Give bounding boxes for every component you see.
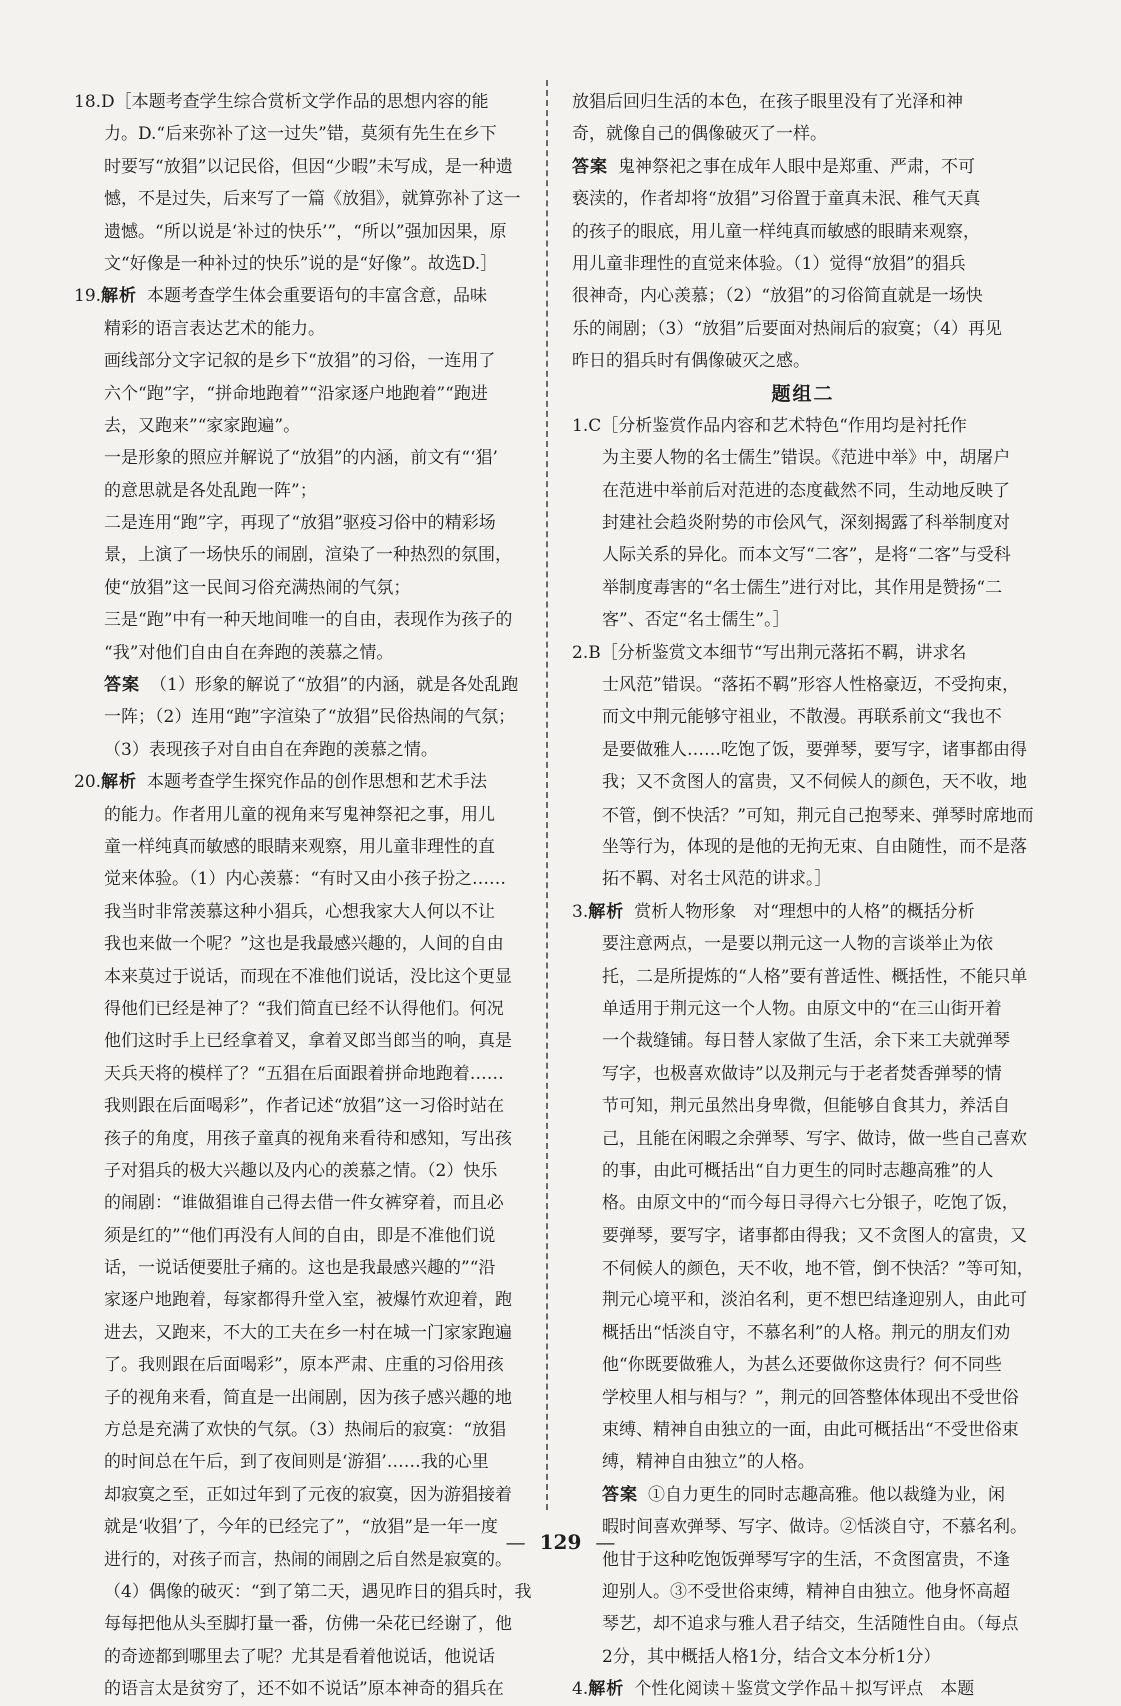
text-line xyxy=(74,1414,538,1446)
line-text: 使“放猖”这一民间习俗充满热闹的气氛； xyxy=(104,577,411,598)
line-text: 他们这时手上已经拿着叉，拿着叉郎当郎当的响，真是 xyxy=(104,1031,512,1052)
line-text: 不管，倒不快活？”可知，荆元自己抱琴来、弹琴时席地而 xyxy=(602,804,1034,825)
line-text: 士风范”错误。“落拓不羁”形容人性格豪迈，不受拘束， xyxy=(602,675,1020,696)
page-number-dash-left: — xyxy=(505,1530,526,1554)
line-text: 要弹琴，要写字，诸事都由得我；又不贪图人的富贵，又 xyxy=(602,1225,1027,1246)
line-text: 的时间总在午后，到了夜间则是‘游猖’……我的心里 xyxy=(104,1452,489,1473)
line-text: 精彩的语言表达艺术的能力。 xyxy=(104,318,325,339)
line-text: 我；又不贪图人的富贵，又不伺候人的颜色，天不收，地 xyxy=(602,772,1027,793)
line-text: （1）形象的解说了“放猖”的内涵，就是各处乱跑 xyxy=(150,675,519,696)
text-line xyxy=(74,896,538,928)
label-bold: 答案 xyxy=(104,675,140,696)
line-text: 景，上演了一场快乐的闹剧，渲染了一种热烈的氛围， xyxy=(104,545,512,566)
line-text: 赏析人物形象 对“理想中的人格”的概括分析 xyxy=(634,901,975,922)
line-text: 束缚、精神自由独立的一面，由此可概括出“不受世俗束 xyxy=(602,1420,1019,1441)
line-text: 文“好像是一种补过的快乐”说的是“好像”。故选D.］ xyxy=(104,253,498,274)
text-line xyxy=(572,734,1034,766)
line-text: （4）偶像的破灭：“到了第二天，遇见昨日的猖兵时，我 xyxy=(104,1581,532,1602)
page-number xyxy=(0,1530,1121,1554)
line-text: 人际关系的异化。而本文写“二客”，是将“二客”与受科 xyxy=(602,545,1011,566)
text-line xyxy=(74,442,538,474)
text-line xyxy=(74,604,538,636)
text-line xyxy=(74,928,538,960)
label-bold: 解析 xyxy=(588,901,625,922)
line-text: 的事，由此可概括出“自力更生的同时志趣高雅”的人 xyxy=(602,1160,994,1181)
line-text: 进去，又跑来，不大的工夫在乡一村在城一门家家跑遍 xyxy=(104,1322,512,1343)
label-bold: 答案 xyxy=(602,1484,638,1505)
text-line xyxy=(572,831,1034,863)
text-line xyxy=(74,378,538,410)
line-text: 六个“跑”字，“拼命地跑着”“沿家逐户地跑着”“跑进 xyxy=(104,383,488,404)
line-text: 要注意两点，一是要以荆元这一人物的言谈举止为依 xyxy=(602,934,993,955)
line-text: 时要写“放猖”以记民俗，但因“少暇”未写成，是一种遗 xyxy=(104,156,513,177)
line-text: 荆元心境平和，淡泊名利，更不想巴结逢迎别人，由此可 xyxy=(602,1290,1027,1311)
text-line xyxy=(572,701,1034,733)
text-line xyxy=(74,734,538,766)
text-line xyxy=(572,669,1034,701)
text-line xyxy=(74,475,538,507)
line-text: 我则跟在后面喝彩”，作者记述“放猖”这一习俗时站在 xyxy=(104,1096,505,1117)
line-text: 一个裁缝铺。每日替人家做了生活，余下来工夫就弹琴 xyxy=(602,1031,1010,1052)
text-line xyxy=(74,118,538,150)
line-text: 缚，精神自由独立”的人格。 xyxy=(602,1452,815,1473)
text-line xyxy=(74,1349,538,1381)
line-text: 本题考查学生探究作品的创作思想和艺术手法 xyxy=(147,772,488,793)
question-line xyxy=(572,410,1034,442)
line-text: “我”对他们自由自在奔跑的羡慕之情。 xyxy=(104,642,394,663)
line-text: 本题考查学生体会重要语句的丰富含意，品味 xyxy=(147,286,488,307)
line-text: 一阵；（2）连用“跑”字渲染了“放猖”民俗热闹的气氛； xyxy=(104,707,516,728)
line-text: 封建社会趋炎附势的市侩风气，深刻揭露了科举制度对 xyxy=(602,513,1010,534)
text-line xyxy=(74,1608,538,1640)
line-text: 得他们已经是神了？“我们简直已经不认得他们。何况 xyxy=(104,998,504,1019)
page-number-value: 129 xyxy=(539,1530,582,1554)
line-text: 拓不羁、对名士风范的讲求。］ xyxy=(602,869,832,890)
text-line xyxy=(572,1025,1034,1057)
text-line xyxy=(572,539,1034,571)
line-text: 子对猖兵的极大兴趣以及内心的羡慕之情。（2）快乐 xyxy=(104,1160,498,1181)
line-text: （3）表现孩子对自由自在奔跑的羡慕之情。 xyxy=(104,739,438,760)
line-text: 暇时间喜欢弹琴、写字、做诗。②恬淡自守，不慕名利。 xyxy=(602,1517,1027,1538)
column-divider xyxy=(546,80,548,1510)
line-text: 进行的，对孩子而言，热闹的闹剧之后自然是寂寞的。 xyxy=(104,1549,512,1570)
text-line xyxy=(572,1349,1034,1381)
line-text: 须是红的”“他们再没有人间的自由，即是不准他们说 xyxy=(104,1225,496,1246)
question-line xyxy=(572,1673,1034,1705)
text-line xyxy=(74,701,538,733)
text-line xyxy=(74,410,538,442)
line-text: 每每把他从头至脚打量一番，仿佛一朵花已经谢了，他 xyxy=(104,1614,512,1635)
line-text: 单适用于荆元这一个人物。由原文中的“在三山街开着 xyxy=(602,998,1002,1019)
text-line xyxy=(74,669,538,701)
text-line xyxy=(572,1090,1034,1122)
line-text: 在范进中举前后对范进的态度截然不同，生动地反映了 xyxy=(602,480,1010,501)
line-text: 孩子的角度，用孩子童真的视角来看待和感知，写出孩 xyxy=(104,1128,512,1149)
text-line xyxy=(572,1382,1034,1414)
text-line xyxy=(74,1220,538,1252)
text-line xyxy=(572,1284,1034,1316)
text-line xyxy=(572,961,1034,993)
left-column xyxy=(74,86,538,1706)
text-line xyxy=(572,1187,1034,1219)
line-text: 去，又跑来”“家家跑遍”。 xyxy=(104,415,301,436)
text-line xyxy=(74,831,538,863)
line-text: 举制度毒害的“名士儒生”进行对比，其作用是赞扬“二 xyxy=(602,577,1003,598)
text-line xyxy=(572,993,1034,1025)
line-text: 鬼神祭祀之事在成年人眼中是郑重、严肃，不可 xyxy=(618,156,975,177)
text-line xyxy=(572,151,1034,183)
text-line xyxy=(74,993,538,1025)
question-line xyxy=(74,280,538,312)
question-line xyxy=(74,86,538,118)
line-text: 不伺候人的颜色，天不收，地不管，倒不快活？”等可知， xyxy=(602,1258,1034,1279)
line-text: 本来莫过于说话，而现在不准他们说话，没比这个更显 xyxy=(104,966,512,987)
line-text: B［分析鉴赏文本细节“写出荆元落拓不羁，讲求名 xyxy=(588,642,967,663)
line-text: 的语言太是贫穷了，还不如不说话”原本神奇的猖兵在 xyxy=(104,1679,504,1700)
line-text: 话，一说话便要肚子痛的。这也是我最感兴趣的”“沿 xyxy=(104,1258,496,1279)
line-text: 写字，也极喜欢做诗”以及荆元与于老者焚香弹琴的情 xyxy=(602,1063,1002,1084)
text-line xyxy=(74,1058,538,1090)
text-line xyxy=(74,637,538,669)
text-line xyxy=(572,1641,1034,1673)
text-line xyxy=(572,1317,1034,1349)
line-text: 坐等行为，体现的是他的无拘无束、自由随性，而不是落 xyxy=(602,836,1027,857)
line-text: 为主要人物的名士儒生”错误。《范进中举》中，胡屠户 xyxy=(602,448,1011,469)
question-line xyxy=(572,896,1034,928)
text-line xyxy=(74,1187,538,1219)
question-line xyxy=(572,637,1034,669)
line-text: 觉来体验。（1）内心羡慕：“有时又由小孩子扮之…… xyxy=(104,869,507,890)
label-bold: 解析 xyxy=(588,1679,625,1700)
text-line xyxy=(572,1576,1034,1608)
question-number: 4. xyxy=(572,1679,589,1700)
line-text: 乐的闹剧；（3）“放猖”后要面对热闹后的寂寞；（4）再见 xyxy=(572,318,1003,339)
line-text: 的奇迹都到哪里去了呢？尤其是看着他说话，他说话 xyxy=(104,1646,495,1667)
line-text: 的闹剧：“谁做猖谁自己得去借一件女裤穿着，而且必 xyxy=(104,1193,504,1214)
line-text: 奇，就像自己的偶像破灭了一样。 xyxy=(572,124,827,145)
text-line xyxy=(572,1123,1034,1155)
text-line xyxy=(572,604,1034,636)
text-line xyxy=(74,1641,538,1673)
text-line xyxy=(572,216,1034,248)
text-line xyxy=(74,1025,538,1057)
section-heading: 题组二 xyxy=(771,382,835,405)
line-text: 是要做雅人……吃饱了饭，要弹琴，要写字，诸事都由得 xyxy=(602,739,1027,760)
text-line xyxy=(74,313,538,345)
text-line xyxy=(572,863,1034,895)
text-line xyxy=(74,1123,538,1155)
line-text: 的意思就是各处乱跑一阵”； xyxy=(104,480,317,501)
text-line xyxy=(572,1155,1034,1187)
line-text: 画线部分文字记叙的是乡下“放猖”的习俗，一连用了 xyxy=(104,351,496,372)
line-text: 2分，其中概括人格1分，结合文本分析1分） xyxy=(602,1646,941,1667)
text-line xyxy=(74,1576,538,1608)
text-line xyxy=(74,572,538,604)
text-line xyxy=(572,799,1034,831)
line-text: 用儿童非理性的直觉来体验。（1）觉得“放猖”的猖兵 xyxy=(572,253,966,274)
text-line xyxy=(74,1479,538,1511)
text-line xyxy=(572,928,1034,960)
text-line xyxy=(74,1446,538,1478)
question-number: 2. xyxy=(572,642,589,663)
line-text: 却寂寞之至，正如过年到了元夜的寂寞，因为游猖接着 xyxy=(104,1484,512,1505)
line-text: 天兵天将的模样了？“五猖在后面跟着拼命地跑着…… xyxy=(104,1063,504,1084)
text-line xyxy=(74,183,538,215)
line-text: D［本题考查学生综合赏析文学作品的思想内容的能 xyxy=(101,92,489,112)
question-number: 19. xyxy=(74,286,102,307)
question-line xyxy=(74,766,538,798)
line-text: 的能力。作者用儿童的视角来写鬼神祭祀之事，用儿 xyxy=(104,804,495,825)
line-text: 三是“跑”中有一种天地间唯一的自由，表现作为孩子的 xyxy=(104,610,513,631)
text-line xyxy=(74,151,538,183)
line-text: 格。由原文中的“而今每日寻得六七分银子，吃饱了饭， xyxy=(602,1193,1019,1214)
text-line xyxy=(74,539,538,571)
text-line xyxy=(74,961,538,993)
line-text: 琴艺，却不追求与雅人君子结交，生活随性自由。（每点 xyxy=(602,1614,1019,1635)
text-line xyxy=(74,1382,538,1414)
text-line xyxy=(572,1446,1034,1478)
question-number: 3. xyxy=(572,901,589,922)
question-number: 1. xyxy=(572,415,589,436)
text-line xyxy=(572,345,1034,377)
line-text: 很神奇，内心羡慕；（2）“放猖”的习俗简直就是一场快 xyxy=(572,286,983,307)
line-text: 一是形象的照应并解说了“放猖”的内涵，前文有“‘猖’ xyxy=(104,448,498,469)
text-line xyxy=(74,863,538,895)
text-line xyxy=(572,280,1034,312)
text-line xyxy=(572,86,1034,118)
line-text: 力。D.“后来弥补了这一过失”错，莫须有先生在乡下 xyxy=(104,124,497,145)
text-line xyxy=(74,1252,538,1284)
label-bold: 解析 xyxy=(101,286,138,307)
text-line xyxy=(572,1058,1034,1090)
text-line xyxy=(74,1155,538,1187)
text-line xyxy=(572,248,1034,280)
line-text: 子的视角来看，简直是一出闹剧，因为孩子感兴趣的地 xyxy=(104,1387,512,1408)
line-text: 而文中荆元能够守祖业，不散漫。再联系前文“我也不 xyxy=(602,707,1002,728)
line-text: 就是‘收猖’了，今年的已经完了”，“放猖”是一年一度 xyxy=(104,1517,498,1538)
line-text: 他“你既要做雅人，为甚么还要做你这贵行？何不同些 xyxy=(602,1355,1002,1376)
text-line xyxy=(74,345,538,377)
text-line xyxy=(74,1090,538,1122)
question-number: 18. xyxy=(74,92,102,112)
text-line xyxy=(572,183,1034,215)
line-text: 迎别人。③不受世俗束缚，精神自由独立。他身怀高超 xyxy=(602,1581,1010,1602)
text-line xyxy=(572,572,1034,604)
line-text: 了。我则跟在后面喝彩”，原本严肃、庄重的习俗用孩 xyxy=(104,1355,504,1376)
line-text: 他甘于这种吃饱饭弹琴写字的生活，不贪图富贵，不逢 xyxy=(602,1549,1010,1570)
text-line xyxy=(74,1284,538,1316)
line-text: 概括出“恬淡自守，不慕名利”的人格。荆元的朋友们劝 xyxy=(602,1322,1011,1343)
line-text: 己，且能在闲暇之余弹琴、写字、做诗，做一些自己喜欢 xyxy=(602,1128,1027,1149)
text-line xyxy=(572,475,1034,507)
text-line xyxy=(74,1673,538,1705)
line-text: 节可知，荆元虽然出身卑微，但能够自食其力，养活自 xyxy=(602,1096,1010,1117)
text-line xyxy=(572,442,1034,474)
right-column xyxy=(572,86,1034,1706)
text-line xyxy=(74,1317,538,1349)
text-line xyxy=(572,313,1034,345)
page-number-dash-right: — xyxy=(595,1530,616,1554)
line-text: 亵渎的，作者却将“放猖”习俗置于童真未泯、稚气天真 xyxy=(572,189,981,210)
line-text: ①自力更生的同时志趣高雅。他以裁缝为业，闲 xyxy=(648,1484,1005,1505)
text-line xyxy=(572,118,1034,150)
line-text: 二是连用“跑”字，再现了“放猖”驱疫习俗中的精彩场 xyxy=(104,513,496,534)
text-line xyxy=(572,1252,1034,1284)
text-line xyxy=(74,799,538,831)
label-bold: 答案 xyxy=(572,156,608,177)
line-text: 遗憾。“所以说是‘补过的快乐’”，“所以”强加因果，原 xyxy=(104,221,507,242)
line-text: 家逐户地跑着，每家都得升堂入室，被爆竹欢迎着，跑 xyxy=(104,1290,512,1311)
question-number: 20. xyxy=(74,772,102,793)
text-line xyxy=(572,507,1034,539)
text-line xyxy=(74,216,538,248)
line-text: 童一样纯真而敏感的眼睛来观察，用儿童非理性的直 xyxy=(104,836,495,857)
line-text: 的孩子的眼底，用儿童一样纯真而敏感的眼睛来观察， xyxy=(572,221,980,242)
line-text: 个性化阅读＋鉴赏文学作品＋拟写评点 本题 xyxy=(634,1679,975,1700)
line-text: 放猖后回归生活的本色，在孩子眼里没有了光泽和神 xyxy=(572,92,963,112)
line-text: 我也来做一个呢？”这也是我最感兴趣的，人间的自由 xyxy=(104,934,504,955)
text-line xyxy=(572,766,1034,798)
text-line xyxy=(74,248,538,280)
text-line xyxy=(572,1479,1034,1511)
line-text: 昨日的猖兵时有偶像破灭之感。 xyxy=(572,351,810,372)
text-line xyxy=(572,1220,1034,1252)
line-text: 我当时非常羡慕这种小猖兵，心想我家大人何以不让 xyxy=(104,901,495,922)
text-line xyxy=(572,1608,1034,1640)
line-text: 客”、否定“名士儒生”。］ xyxy=(602,610,790,631)
line-text: 学校里人相与相与？”，荆元的回答整体体现出不受世俗 xyxy=(602,1387,1019,1408)
text-line xyxy=(74,507,538,539)
line-text: C［分析鉴赏作品内容和艺术特色“作用均是衬托作 xyxy=(588,415,967,436)
line-text: 憾，不是过失，后来写了一篇《放猖》，就算弥补了这一 xyxy=(104,189,521,210)
text-line xyxy=(572,1414,1034,1446)
line-text: 托，二是所提炼的“人格”要有普适性、概括性，不能只单 xyxy=(602,966,1028,987)
label-bold: 解析 xyxy=(101,772,138,793)
line-text: 方总是充满了欢快的气氛。（3）热闹后的寂寞：“放猖 xyxy=(104,1420,507,1441)
